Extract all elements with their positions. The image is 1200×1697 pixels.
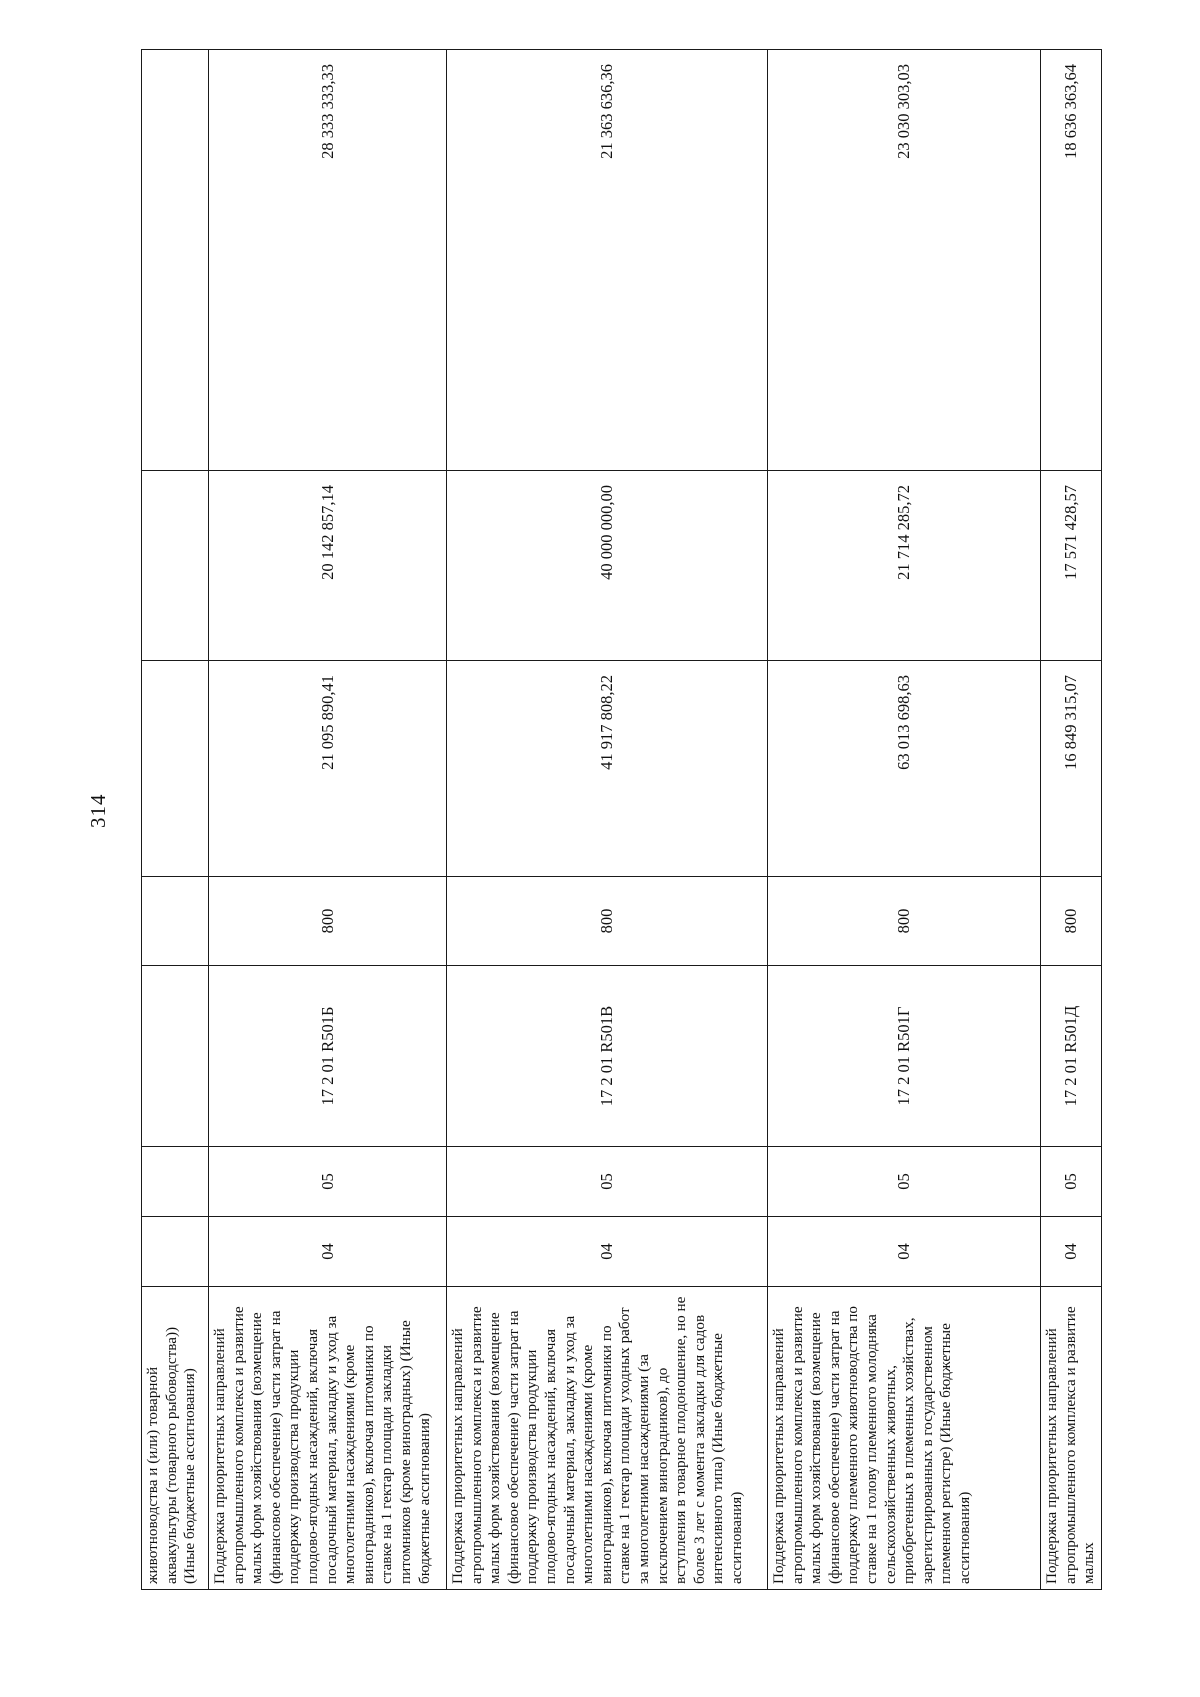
csr-cell — [142, 966, 209, 1147]
vr-cell: 800 — [1041, 877, 1102, 966]
rz-cell — [142, 1217, 209, 1287]
sum-cell-1: 41 917 808,22 — [447, 661, 768, 877]
pr-cell: 05 — [209, 1147, 447, 1217]
pr-cell — [142, 1147, 209, 1217]
row-description: Поддержка приоритетных направлений агропромышленного комплекса и развитие малых — [1041, 1287, 1102, 1590]
sum-cell-2: 20 142 857,14 — [209, 471, 447, 661]
table-row — [209, 50, 447, 1590]
sum-cell-2: 21 714 285,72 — [768, 471, 1041, 661]
sum-cell-3: 18 636 363,64 — [1041, 50, 1102, 471]
rotated-table-wrapper — [141, 50, 1096, 1590]
pr-cell: 05 — [768, 1147, 1041, 1217]
vr-cell: 800 — [447, 877, 768, 966]
sum-cell-1: 63 013 698,63 — [768, 661, 1041, 877]
table-row — [142, 50, 209, 1590]
pr-cell: 05 — [1041, 1147, 1102, 1217]
sum-cell-3: 28 333 333,33 — [209, 50, 447, 471]
table-row — [1041, 50, 1102, 1590]
row-description: животноводства и (или) товарной аквакультуры (товарного рыбоводства)) (Иные бюджетные ассигнования) — [142, 1287, 209, 1590]
table-row — [447, 50, 768, 1590]
row-description: Поддержка приоритетных направлений агропромышленного комплекса и развитие малых форм хозяйствования (возмещение (финансовое обеспечение) части затрат на поддержку производства продукции плодово-ягодных насаждений, включая посадочный материал, закладку и уход за многолетними насаждениями (кроме виноградников), включая питомники по ставке на 1 гектар площади уходных работ за многолетними насаждениями (за исключением виноградников), до вступления в товарное плодоношение, но не более 3 лет с момента закладки для садов интенсивного типа) (Иные бюджетные ассигнования) — [447, 1287, 768, 1590]
csr-cell: 17 2 01 R501Г — [768, 966, 1041, 1147]
table-row — [768, 50, 1041, 1590]
csr-cell: 17 2 01 R501В — [447, 966, 768, 1147]
sum-cell-1: 21 095 890,41 — [209, 661, 447, 877]
rz-cell: 04 — [1041, 1217, 1102, 1287]
sum-cell-3: 23 030 303,03 — [768, 50, 1041, 471]
row-description: Поддержка приоритетных направлений агропромышленного комплекса и развитие малых форм хозяйствования (возмещение (финансовое обеспечение) части затрат на поддержку племенного животноводства по ставке на 1 голову племенного молодняка сельскохозяйственных животных, приобретенных в племенных хозяйствах, зарегистрированных в государственном племенном регистре) (Иные бюджетные ассигнования) — [768, 1287, 1041, 1590]
rz-cell: 04 — [447, 1217, 768, 1287]
csr-cell: 17 2 01 R501Д — [1041, 966, 1102, 1147]
sum-cell-1: 16 849 315,07 — [1041, 661, 1102, 877]
vr-cell — [142, 877, 209, 966]
budget-table — [141, 49, 1102, 1590]
rz-cell: 04 — [209, 1217, 447, 1287]
csr-cell: 17 2 01 R501Б — [209, 966, 447, 1147]
sum-cell-1 — [142, 661, 209, 877]
rz-cell: 04 — [768, 1217, 1041, 1287]
sum-cell-2: 40 000 000,00 — [447, 471, 768, 661]
sum-cell-2 — [142, 471, 209, 661]
sum-cell-3 — [142, 50, 209, 471]
vr-cell: 800 — [209, 877, 447, 966]
page-number: 314 — [86, 793, 110, 828]
sum-cell-3: 21 363 636,36 — [447, 50, 768, 471]
sum-cell-2: 17 571 428,57 — [1041, 471, 1102, 661]
vr-cell: 800 — [768, 877, 1041, 966]
row-description: Поддержка приоритетных направлений агропромышленного комплекса и развитие малых форм хозяйствования (возмещение (финансовое обеспечение) части затрат на поддержку производства продукции плодово-ягодных насаждений, включая посадочный материал, закладку и уход за многолетними насаждениями (кроме виноградников), включая питомники по ставке на 1 гектар площади закладки питомников (кроме виноградных) (Иные бюджетные ассигнования) — [209, 1287, 447, 1590]
pr-cell: 05 — [447, 1147, 768, 1217]
